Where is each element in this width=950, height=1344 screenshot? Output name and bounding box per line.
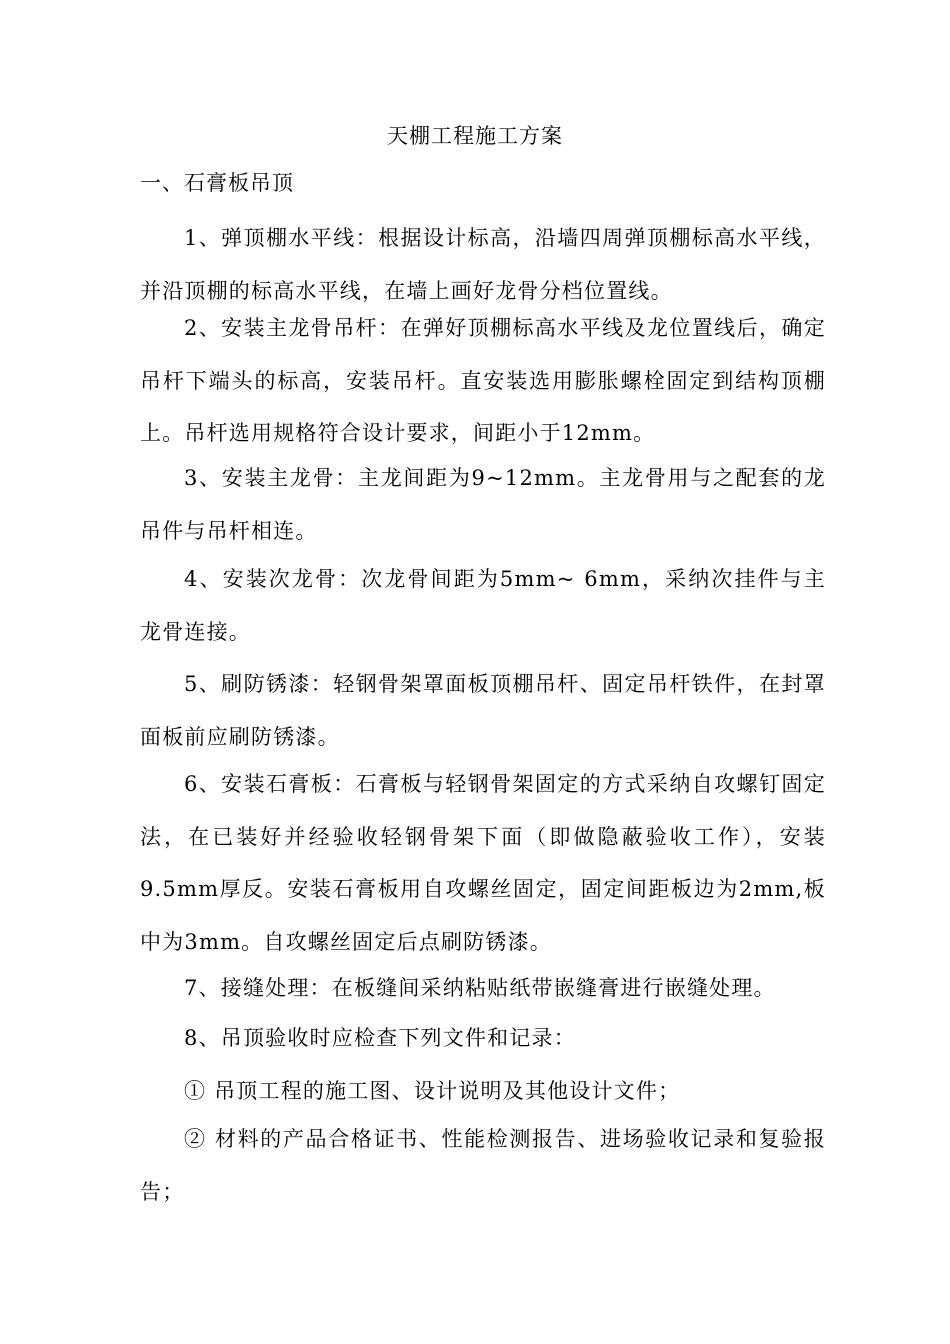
section-heading: 一、石膏板吊顶 (140, 171, 294, 195)
paragraph-7: 7、接缝处理：在板缝间采纳粘贴纸带嵌缝膏进行嵌缝处理。 (184, 976, 776, 1000)
paragraph-6: 6、安装石膏板：石膏板与轻钢骨架固定的方式采纳自攻螺钉固定法，在已装好并经验收轻钢骨架下面（即做隐蔽验收工作），安装9.5mm厚反。安装石膏板用自攻螺丝固定，固定间距板边为2mm,板中为3mm。自攻螺丝固定后点刷防锈漆。 (140, 772, 826, 954)
list-item-1: ① 吊顶工程的施工图、设计说明及其他设计文件； (184, 1079, 681, 1103)
paragraph-8: 8、吊顶验收时应检查下列文件和记录： (184, 1026, 576, 1050)
paragraph-3: 3、安装主龙骨：主龙间距为9~12mm。主龙骨用与之配套的龙吊件与吊杆相连。 (140, 466, 826, 543)
list-item-2: ② 材料的产品合格证书、性能检测报告、进场验收记录和复验报告； (140, 1127, 826, 1204)
paragraph-2: 2、安装主龙骨吊杆：在弹好顶棚标高水平线及龙位置线后，确定吊杆下端头的标高，安装吊杆。直安装选用膨胀螺栓固定到结构顶棚上。吊杆选用规格符合设计要求，间距小于12mm。 (140, 316, 826, 445)
paragraph-5: 5、刷防锈漆：轻钢骨架罩面板顶棚吊杆、固定吊杆铁件，在封罩面板前应刷防锈漆。 (140, 672, 826, 749)
document-title: 天棚工程施工方案 (387, 124, 563, 148)
paragraph-4: 4、安装次龙骨：次龙骨间距为5mm~ 6mm，采纳次挂件与主龙骨连接。 (140, 567, 826, 644)
paragraph-1: 1、弹顶棚水平线：根据设计标高，沿墙四周弹顶棚标高水平线，并沿顶棚的标高水平线，在墙上画好龙骨分档位置线。 (140, 226, 826, 303)
